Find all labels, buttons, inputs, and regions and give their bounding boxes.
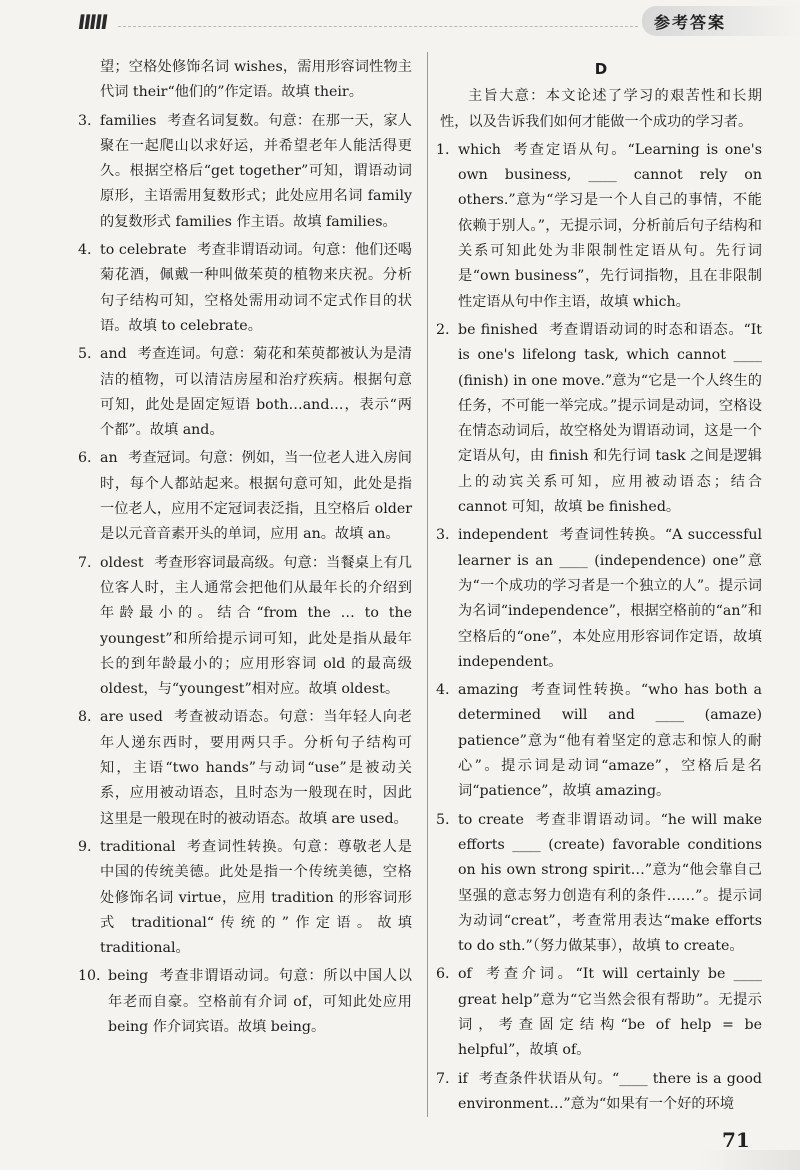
item-answer: an <box>100 450 118 467</box>
answer-item <box>436 962 762 1063</box>
item-explanation: 考查冠词。句意：例如，当一位老人进入房间时，每个人都站起来。根据句意可知，此处是指一位老人，应用不定冠词表泛指，且空格后 older 是以元音音素开头的单词，应用 an。故填 an。 <box>100 450 412 543</box>
item-number: 5. <box>436 811 450 828</box>
item-explanation: 考查形容词最高级。句意：当餐桌上有几位客人时，主人通常会把他们从最年长的介绍到年龄最小的。结合“from the … to the youngest”和所给提示词可知，此处是指从最年长的到年龄最小的；应用形容词 old 的最高级 oldest，与“youngest”相对应。故填 oldest。 <box>100 554 412 698</box>
answer-item <box>78 964 412 1040</box>
answer-item <box>78 109 412 235</box>
answer-item <box>436 808 762 960</box>
answer-item <box>78 446 412 547</box>
page-corner-shade <box>700 1150 800 1170</box>
answer-item <box>436 1067 762 1118</box>
item-answer: if <box>458 1070 468 1087</box>
right-column <box>436 55 763 1120</box>
answer-item <box>436 523 762 675</box>
item-explanation: 考查非谓语动词。句意：他们还喝菊花酒，佩戴一种叫做茱萸的植物来庆祝。分析句子结构可知，空格处需用动词不定式作目的状语。故填 to celebrate。 <box>100 242 412 334</box>
answer-item <box>78 238 412 339</box>
left-column <box>78 55 412 1043</box>
item-explanation: 考查被动语态。句意：当年轻人向老年人递东西时，要用两只手。分析句子结构可知，主语“two hands”与动词“use”是被动关系，应用被动语态，且时态为一般现在时，因此这里是一般现在时的被动语态。故填 are used。 <box>100 709 412 827</box>
column-divider <box>427 52 428 1117</box>
answer-item <box>78 835 412 961</box>
item-number: 4. <box>436 682 450 699</box>
item-number: 4. <box>78 242 92 259</box>
item-explanation: 考查词性转换。“A successful learner is an ____ (independence) one”意为“一个成功的学习者是一个独立的人”。提示词为名词“independence”，根据空格前的“an”和空格后的“one”，本处应用形容词作定语，故填 independent。 <box>458 527 762 670</box>
item-number: 10. <box>78 968 101 985</box>
item-answer: independent <box>458 527 549 544</box>
item-number: 3. <box>436 527 450 544</box>
section-label: 参考答案 <box>654 13 727 32</box>
item-explanation: 考查名词复数。句意：在那一天，家人聚在一起爬山以求好运，并希望老年人能活得更久。根据空格后“get together”可知，谓语动词原形，主语需用复数形式；此处应用名词 family 的复数形式 families 作主语。故填 families。 <box>100 112 412 230</box>
item-answer: which <box>458 141 501 158</box>
item-answer: of <box>458 966 472 983</box>
answer-item <box>436 318 763 520</box>
item-number: 6. <box>78 450 92 467</box>
answer-item <box>78 342 412 443</box>
item-number: 8. <box>78 709 92 726</box>
item-number: 2. <box>436 321 450 338</box>
item-answer: and <box>100 346 127 363</box>
item-explanation: 考查非谓语动词。“he will make efforts ____ (create) favorable conditions on his own strong spirit…”意为“他会靠自己坚强的意志努力创造有利的条件……”。提示词为动词“creat”，考查常用表达“make efforts to do sth.”（努力做某事），故填 to create。 <box>458 811 762 955</box>
item-explanation: 考查条件状语从句。“____ there is a good environment…”意为“如果有一个好的环境 <box>458 1070 762 1112</box>
item-number: 7. <box>78 554 92 571</box>
item-number: 7. <box>436 1070 450 1087</box>
item-number: 6. <box>436 966 450 983</box>
answer-item <box>78 705 412 831</box>
section-badge <box>642 6 800 36</box>
header-dashed-rule <box>118 26 638 28</box>
item-explanation: 考查连词。句意：菊花和茱萸都被认为是清洁的植物，可以清洁房屋和治疗疾病。根据句意可知，此处是固定短语 both…and…，表示“两个都”。故填 and。 <box>100 346 412 439</box>
item-number: 1. <box>436 141 450 158</box>
item-explanation: 考查谓语动词的时态和语态。“It is one's lifelong task, which cannot ____ (finish) in one move.”意为“它是一个人终生的任务，不可能一举完成。”提示词是动词，空格设在情态动词后，故空格处为谓语动词，这是一个定语从句，由 finish 和先行词 task 之间是逻辑上的动宾关系可知，应用被动语态；结合 cannot 可知，故填 be finished。 <box>458 321 763 516</box>
answer-item <box>436 678 762 804</box>
item-answer: oldest <box>100 554 144 571</box>
item-answer: traditional <box>100 838 176 855</box>
continued-paragraph: 望；空格处修饰名词 wishes，需用形容词性物主代词 their“他们的”作定语。故填 their。 <box>100 59 412 101</box>
series-logo: ⅡⅢ <box>76 10 108 34</box>
item-explanation: 考查介词。“It will certainly be ____ great help”意为“它当然会很有帮助”。无提示词，考查固定结构“be of help = be helpful”，故填 of。 <box>458 966 762 1059</box>
item-answer: be finished <box>458 321 538 338</box>
item-explanation: 考查词性转换。句意：尊敬老人是中国的传统美德。此处是指一个传统美德，空格处修饰名词 virtue，应用 tradition 的形容词形式 traditional“传统的”作定语。故填 traditional。 <box>100 838 412 957</box>
page-number: 71 <box>722 1128 750 1152</box>
item-number: 5. <box>78 346 92 363</box>
section-title: D <box>594 60 608 78</box>
answer-item <box>436 138 762 315</box>
page-header <box>0 0 800 46</box>
item-answer: to celebrate <box>100 242 187 259</box>
item-explanation: 考查定语从句。“Learning is one's own business, ____ cannot rely on others.”意为“学习是一个人自己的事情，不能依赖于别人。”，无提示词，分析前后句子结构和关系可知此处为非限制性定语从句。先行词是“own business”，先行词指物，且在非限制性定语从句中作主语，故填 which。 <box>458 141 762 310</box>
item-answer: being <box>108 968 149 985</box>
item-number: 9. <box>78 838 92 855</box>
item-answer: amazing <box>458 682 519 699</box>
answer-item <box>78 551 412 703</box>
item-explanation: 考查词性转换。“who has both a determined will and ____ (amaze) patience”意为“他有着坚定的意志和惊人的耐心”。提示词是动词“amaze”，空格后是名词“patience”，故填 amazing。 <box>458 682 762 800</box>
passage-summary: 主旨大意：本文论述了学习的艰苦性和长期性，以及告诉我们如何才能做一个成功的学习者。 <box>440 88 762 130</box>
item-number: 3. <box>78 112 92 129</box>
item-answer: families <box>100 112 157 129</box>
item-explanation: 考查非谓语动词。句意：所以中国人以年老而自豪。空格前有介词 of，可知此处应用 being 作介词宾语。故填 being。 <box>108 968 412 1035</box>
item-answer: to create <box>458 811 524 828</box>
item-answer: are used <box>100 709 163 726</box>
